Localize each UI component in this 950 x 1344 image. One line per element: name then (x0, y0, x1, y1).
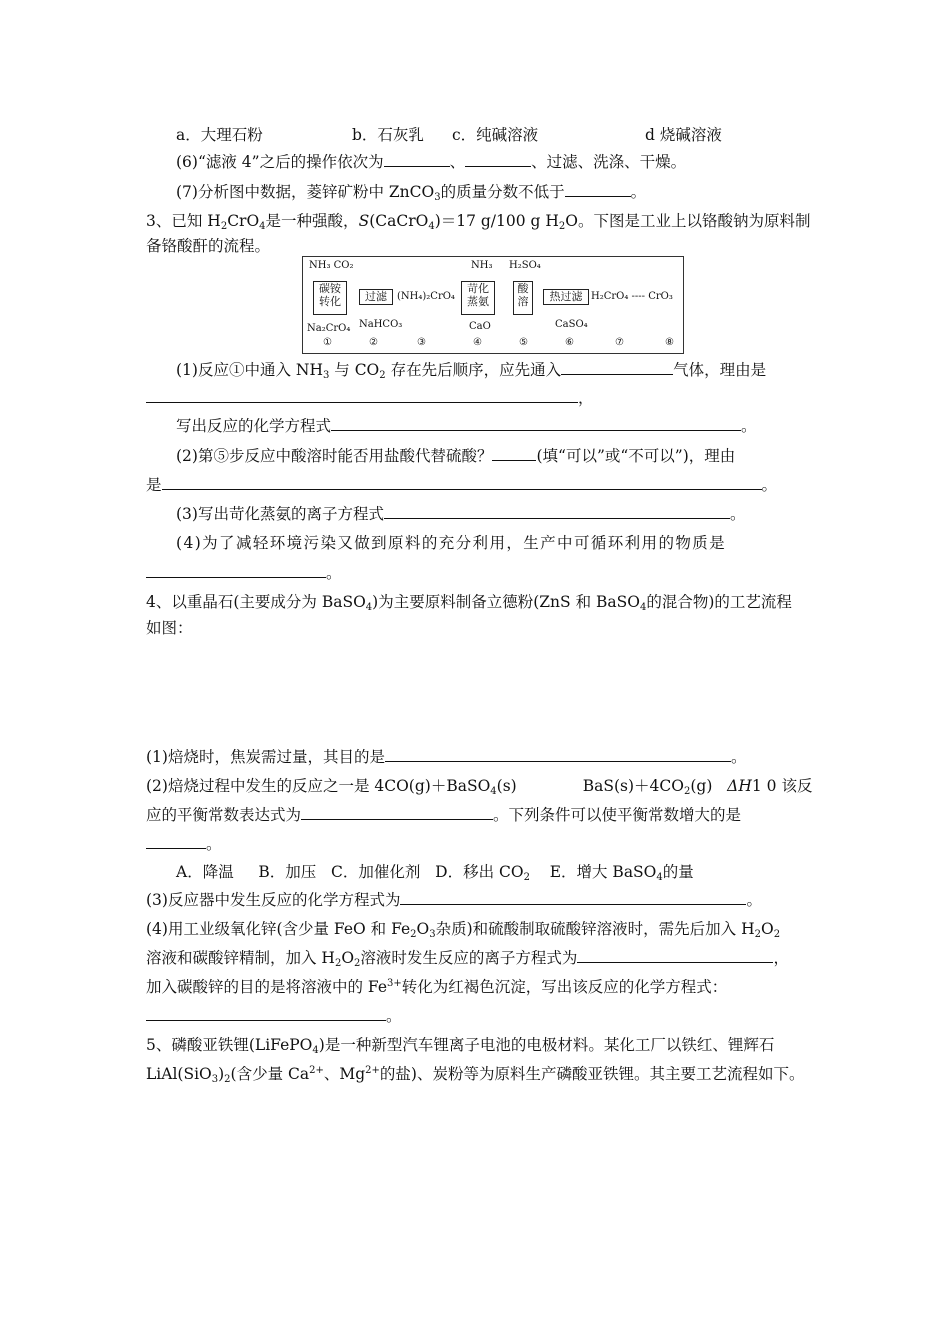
option-d: D．移出 $CO_2$ (435, 863, 530, 883)
q5-intro-line2: $LiAl(SiO_3)_2$(含少量 $Ca^{2+}$、$Mg^{2+}$的盐)、炭粉等为原料生产磷酸亚铁锂。其主要工艺流程如下。 (146, 1064, 805, 1085)
q3-part1-equation: 写出反应的化学方程式 。 (176, 417, 757, 435)
q3-part2-reason: 是 。 (146, 476, 778, 494)
answer-blank[interactable] (385, 747, 731, 762)
q3-intro-line2: 备铬酸酐的流程。 (146, 237, 271, 255)
answer-blank[interactable] (331, 416, 741, 431)
q4-part2-line2: 应的平衡常数表达式为 。下列条件可以使平衡常数增大的是 (146, 806, 742, 824)
q4-part4-line3: 加入碳酸锌的目的是将溶液中的 $Fe^{3+}$转化为红褐色沉淀，写出该反应的化学方程式： (146, 977, 728, 996)
answer-blank[interactable] (146, 834, 206, 849)
box-hot-filter: 热过滤 (543, 289, 589, 305)
option-a: a．大理石粉 (176, 126, 263, 144)
answer-blank[interactable] (384, 152, 450, 167)
q4-part3: (3)反应器中发生反应的化学方程式为 。 (146, 891, 762, 909)
q4-intro-line1: 4、以重晶石(主要成分为 BaSO$_4$)为主要原料制备立德粉(ZnS 和 BaSO$_4$的混合物)的工艺流程 (146, 593, 792, 613)
input-nh3: NH₃ (471, 260, 493, 271)
box-carbonate-conversion: 碳铵转化 (313, 281, 347, 315)
input-nh3-co2: NH₃ CO₂ (309, 260, 354, 271)
q3-part4: (4)为了减轻环境污染又做到原料的充分利用，生产中可循环利用的物质是 (176, 534, 727, 552)
option-d: d 烧碱溶液 (645, 126, 722, 144)
q4-part2: (2)焙烧过程中发生的反应之一是 4CO(g)＋BaSO$_4$(s) $BaS(s)+4CO_2(g)$ ΔH1 0 该反 (146, 777, 813, 797)
step-1: ① (323, 337, 332, 348)
step-8: ⑧ (665, 337, 674, 348)
input-na2cro4: Na₂CrO₄ (307, 323, 351, 334)
step-numbers (303, 337, 683, 351)
option-a: A．降温 (176, 863, 234, 881)
q4-intro-line2: 如图： (146, 619, 193, 637)
output-nahco3: NaHCO₃ (359, 319, 403, 330)
intermediate-nh4-cro4: (NH₄)₂CrO₄ (397, 291, 455, 302)
option-b: B．加压 (258, 863, 317, 881)
input-cao: CaO (469, 321, 491, 332)
answer-blank[interactable] (561, 360, 673, 375)
box-acid-dissolve: 酸溶 (513, 281, 533, 315)
q4-part4: (4)用工业级氧化锌(含少量 FeO 和 $Fe_2O_3$杂质)和硫酸制取硫酸锌溶液时，需先后加入 $H_2O_2$ (146, 920, 781, 940)
step-2: ② (369, 337, 378, 348)
answer-blank[interactable] (565, 182, 631, 197)
q3-intro-line1: 3、已知 $H_2CrO_4$是一种强酸，S(CaCrO$_4$)＝17 g/100 g $H_2O$。下图是工业上以铬酸钠为原料制 (146, 212, 811, 232)
q3-part1: (1)反应①中通入 $NH_3$ 与 $CO_2$ 存在先后顺序，应先通入 气体，理由是 (176, 361, 767, 381)
q3-part4-answer: 。 (146, 563, 342, 583)
step-5: ⑤ (519, 337, 528, 348)
output-caso4: CaSO₄ (555, 319, 588, 330)
q2-part6: (6)“滤液 4”之后的操作依次为 、 、过滤、洗涤、干燥。 (176, 153, 687, 171)
product-chain: H₂CrO₄ ---- CrO₃ (591, 291, 673, 302)
answer-blank[interactable] (146, 563, 326, 578)
q5-intro-line1: 5、磷酸亚铁锂(LiFePO$_4$)是一种新型汽车锂离子电池的电极材料。某化工厂以铁红、锂辉石 (146, 1036, 775, 1056)
input-h2so4: H₂SO₄ (509, 260, 541, 271)
q3-part2: (2)第⑤步反应中酸溶时能否用盐酸代替硫酸？ (填“可以”或“不可以”)，理由 (176, 447, 736, 465)
q2-part7: (7)分析图中数据，菱锌矿粉中 ZnCO$_3$的质量分数不低于 。 (176, 183, 647, 203)
q4-part1: (1)焙烧时，焦炭需过量，其目的是 。 (146, 748, 747, 766)
step-6: ⑥ (565, 337, 574, 348)
answer-blank[interactable] (146, 1006, 386, 1021)
answer-blank[interactable] (146, 388, 578, 403)
q4-options (176, 862, 694, 882)
answer-blank[interactable] (492, 446, 536, 461)
option-c: C．加催化剂 (331, 863, 421, 881)
answer-blank[interactable] (465, 152, 531, 167)
q3-part1-reason: ， (146, 388, 594, 408)
answer-blank[interactable] (162, 475, 762, 490)
box-filter: 过滤 (359, 289, 393, 305)
q4-part4-line2: 溶液和碳酸锌精制，加入 $H_2O_2$溶液时发生反应的离子方程式为 ， (146, 949, 789, 969)
answer-blank[interactable] (301, 805, 493, 820)
answer-blank[interactable] (400, 890, 746, 905)
q4-part2-line3: 。 (146, 834, 222, 854)
option-b: b．石灰乳 (352, 126, 424, 144)
option-c: c．纯碱溶液 (452, 126, 539, 144)
q3-part3: (3)写出苛化蒸氨的离子方程式 。 (176, 505, 746, 523)
step-7: ⑦ (615, 337, 624, 348)
box-causticization: 苛化蒸氨 (461, 281, 495, 315)
answer-blank[interactable] (577, 948, 773, 963)
process-flow-diagram (302, 256, 684, 354)
step-3: ③ (417, 337, 426, 348)
answer-blank[interactable] (384, 504, 730, 519)
option-e: E．增大 BaSO$_4$的量 (549, 863, 694, 883)
step-4: ④ (473, 337, 482, 348)
q4-part4-line4: 。 (146, 1006, 402, 1026)
